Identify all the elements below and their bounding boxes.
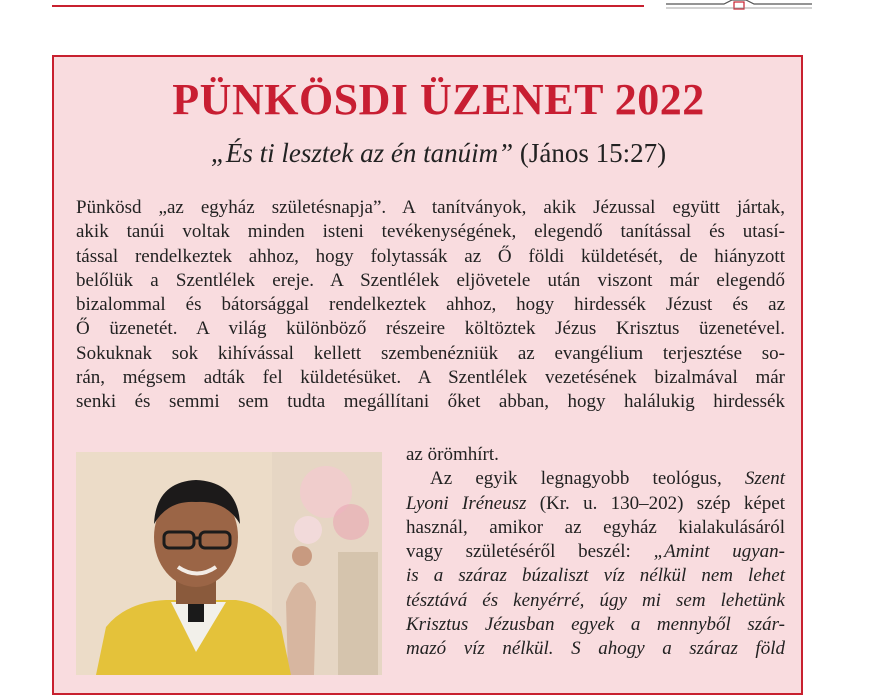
body-text-segment: vagy születéséről beszél: (406, 541, 654, 563)
body-line: Sokuknak sok kihívással kellett szembenézniük az evangélium terjesztése so- (76, 342, 785, 364)
body-text-italic: Lyoni Iréneusz (406, 492, 527, 514)
body-line: belőlük a Szentlélek ereje. A Szentlélek eljövetele után viszont már elegendő (76, 269, 785, 291)
top-rule (52, 5, 644, 7)
article-title: PÜNKÖSDI ÜZENET 2022 (172, 75, 705, 124)
article-column-right (406, 443, 785, 662)
body-line (406, 589, 785, 613)
body-line: akik tanúi voltak minden isteni tevékenységének, elegendő tanítással és utasí- (76, 221, 785, 243)
body-text-italic: tésztává és kenyérré, úgy mi sem lehetünk (406, 589, 785, 611)
body-line (406, 540, 785, 564)
subtitle-quote: „És ti lesztek az én tanúim” (210, 138, 514, 168)
body-line (406, 637, 785, 661)
priest-photo (76, 452, 382, 675)
church-emblem-icon (664, 0, 814, 10)
article-body (76, 196, 785, 415)
body-text-segment: Az egyik legnagyobb teológus, (430, 468, 745, 490)
body-line: rán, mégsem adták fel küldetésüket. A Szentlélek vezetésének bizalmával már (76, 367, 785, 389)
body-line (406, 492, 785, 516)
body-line (406, 467, 785, 491)
body-text-italic: is a száraz búzaliszt víz nélkül nem lehet (406, 565, 785, 587)
body-line: használ, amikor az egyház kialakulásáról (406, 516, 785, 538)
body-text-italic: „Amint ugyan- (653, 541, 786, 563)
body-line: bizalommal és bátorsággal rendelkeztek ahhoz, hogy hirdessék Jézust és az (76, 294, 785, 316)
body-line: az örömhírt. (406, 444, 499, 465)
article-subtitle (0, 137, 877, 169)
priest-portrait-icon (76, 452, 382, 675)
body-line (406, 564, 785, 588)
body-text-segment: (Kr. u. 130–202) szép képet (526, 492, 786, 514)
body-line: senki és semmi sem tudta megállítani őket abban, hogy halálukig hirdessék (76, 391, 785, 413)
subtitle-reference: (János 15:27) (513, 138, 667, 168)
body-text-italic: Szent (744, 468, 785, 490)
body-line (406, 613, 785, 637)
body-line: Ő üzenetét. A világ különböző részeire költöztek Jézus Krisztus üzenetével. (76, 318, 785, 340)
body-text-italic: mazó víz nélkül. S ahogy a száraz föld (406, 638, 785, 660)
body-line: Pünkösd „az egyház születésnapja”. A tanítványok, akik Jézussal együtt jártak, (76, 197, 785, 218)
body-line: tással rendelkeztek ahhoz, hogy folytassák az Ő földi küldetését, de hiányzott (76, 245, 785, 267)
body-text-italic: Krisztus Jézusban egyek a mennyből szár- (406, 614, 785, 636)
